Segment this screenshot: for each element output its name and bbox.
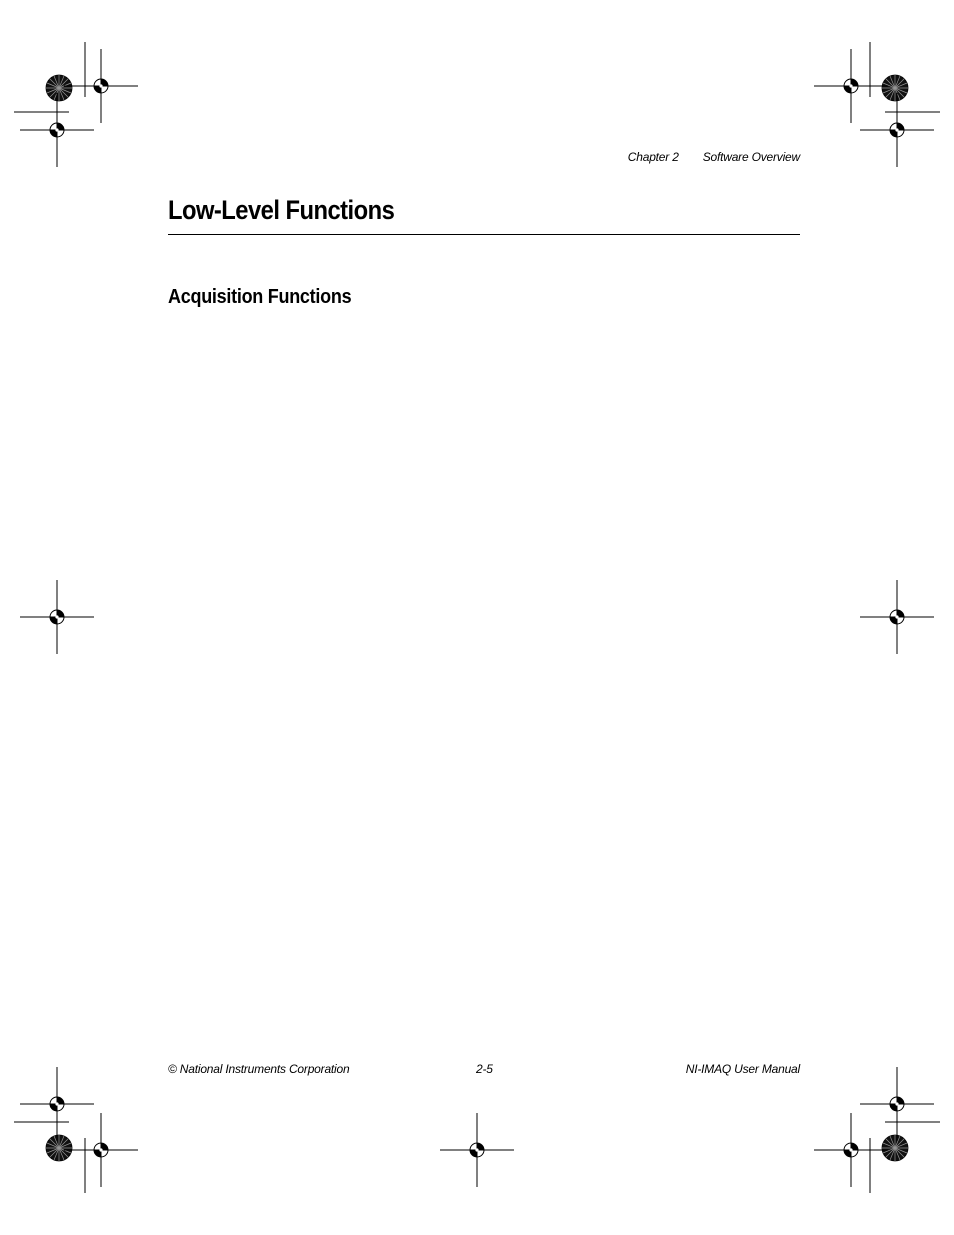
title-rule (168, 234, 800, 235)
registration-mark-icon (814, 49, 888, 123)
color-target-icon (46, 1135, 72, 1161)
page-title: Low-Level Functions (168, 195, 395, 225)
registration-mark-icon (814, 1113, 888, 1187)
trim-marks (14, 42, 940, 1193)
registration-mark-icon (20, 580, 94, 654)
footer-copyright: © National Instruments Corporation (168, 1062, 350, 1076)
registration-mark-icon (64, 49, 138, 123)
color-target-icon (46, 75, 72, 101)
registration-mark-icon (64, 1113, 138, 1187)
footer-page-number: 2-5 (476, 1062, 493, 1076)
registration-mark-icon (860, 93, 934, 167)
registration-mark-icon (20, 93, 94, 167)
color-target-icon (882, 1135, 908, 1161)
registration-mark-icon (860, 1067, 934, 1141)
footer-manual-title: NI-IMAQ User Manual (685, 1062, 800, 1076)
registration-mark-icon (20, 1067, 94, 1141)
color-target-icon (882, 75, 908, 101)
header-section: Software Overview (702, 150, 800, 164)
running-header (628, 150, 800, 164)
registration-mark-icon (440, 1113, 514, 1187)
registration-mark-icon (860, 580, 934, 654)
section-heading: Acquisition Functions (168, 286, 352, 308)
header-chapter: Chapter 2 (627, 150, 679, 164)
